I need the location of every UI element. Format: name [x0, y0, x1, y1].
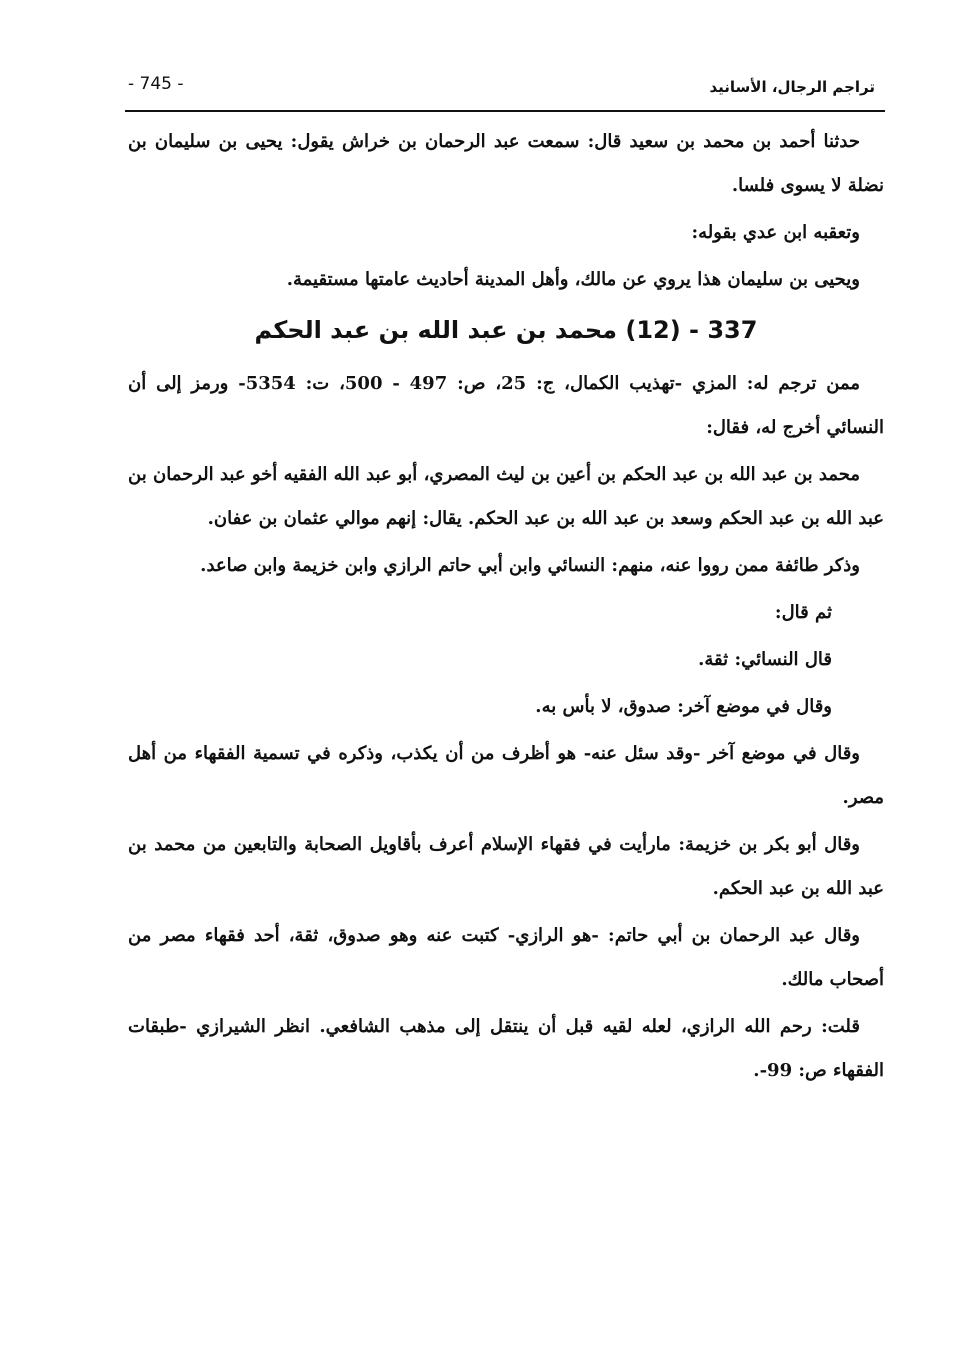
paragraph: محمد بن عبد الله بن عبد الحكم بن أعين بن ليث المصري، أبو عبد الله الفقيه أخو عبد الرحمان بن عبد الله بن عبد الحكم وسعد بن عبد الله بن عبد الحكم. يقال: إنهم موالي عثمان بن عفان.: [128, 464, 884, 529]
header-rule: [125, 110, 885, 112]
paragraph: وقال عبد الرحمان بن أبي حاتم: -هو الرازي- كتبت عنه وهو صدوق، ثقة، أحد فقهاء مصر من أصحاب مالك.: [128, 925, 884, 990]
paragraph: قلت: رحم الله الرازي، لعله لقيه قبل أن ينتقل إلى مذهب الشافعي. انظر الشيرازي -طبقات الفقهاء ص: 99-.: [128, 1016, 884, 1081]
paragraph: حدثنا أحمد بن محمد بن سعيد قال: سمعت عبد الرحمان بن خراش يقول: يحيى بن سليمان بن نضلة لا يسوى فلسا.: [128, 131, 884, 196]
paragraph: ممن ترجم له: المزي -تهذيب الكمال، ج: 25، ص: 497 - 500، ت: 5354- ورمز إلى أن النسائي أخرج له، فقال:: [128, 373, 884, 438]
quote-line: وقال في موضع آخر: صدوق، لا بأس به.: [535, 696, 832, 717]
entry-heading: 337 - (12) محمد بن عبد الله بن عبد الحكم: [254, 316, 758, 344]
body-text: [128, 120, 884, 1096]
quote-line: قال النسائي: ثقة.: [698, 649, 832, 670]
paragraph: وتعقبه ابن عدي بقوله:: [691, 222, 860, 243]
paragraph: ويحيى بن سليمان هذا يروي عن مالك، وأهل المدينة أحاديث عامتها مستقيمة.: [286, 269, 860, 290]
page-number: - 745 -: [128, 74, 184, 94]
running-title: تراجم الرجال، الأسانيد: [709, 78, 875, 96]
paragraph: وقال في موضع آخر -وقد سئل عنه- هو أظرف من أن يكذب، وذكره في تسمية الفقهاء من أهل مصر.: [128, 743, 884, 808]
quote-line: ثم قال:: [774, 602, 832, 623]
paragraph: وقال أبو بكر بن خزيمة: مارأيت في فقهاء الإسلام أعرف بأقاويل الصحابة والتابعين من محمد بن عبد الله بن عبد الحكم.: [128, 834, 884, 899]
paragraph: وذكر طائفة ممن رووا عنه، منهم: النسائي وابن أبي حاتم الرازي وابن خزيمة وابن صاعد.: [200, 555, 860, 576]
